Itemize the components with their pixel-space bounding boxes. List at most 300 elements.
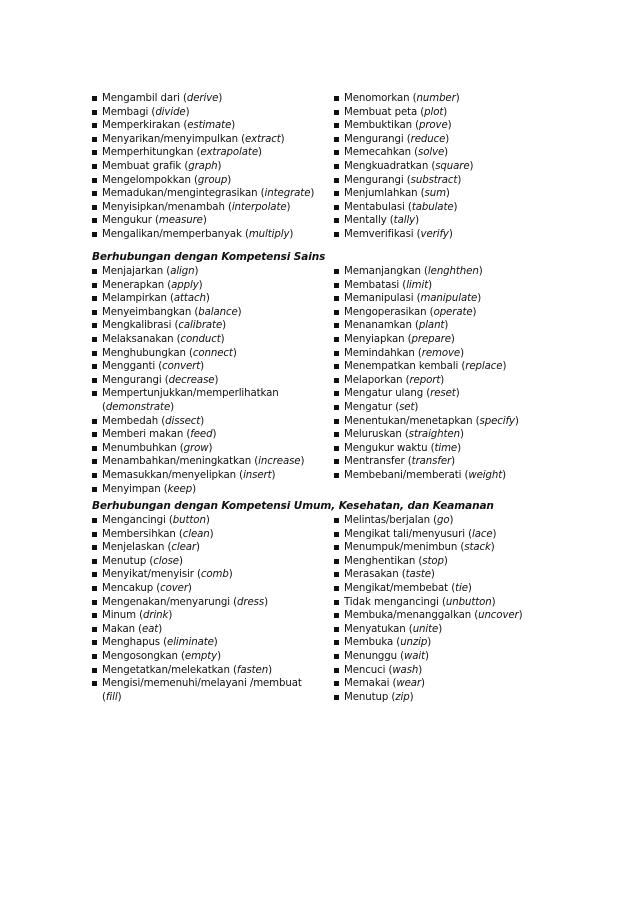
list-item: Menyiapkan (prepare)	[334, 333, 574, 347]
list-item: Mentabulasi (tabulate)	[334, 201, 574, 215]
square-bullet-icon	[334, 668, 339, 673]
list-item: Mengurangi (decrease)	[92, 374, 332, 388]
square-bullet-icon	[92, 654, 97, 659]
item-text: Mengisi/memenuhi/melayani /membuat	[102, 678, 302, 690]
square-bullet-icon	[92, 150, 97, 155]
english-term: solve	[418, 147, 445, 159]
square-bullet-icon	[92, 613, 97, 618]
list-right	[334, 265, 574, 483]
english-term: connect	[192, 347, 233, 359]
square-bullet-icon	[92, 559, 97, 564]
list-item: Menunggu (wait)	[334, 650, 574, 664]
list-item: Membuka/menanggalkan (uncover)	[334, 609, 574, 623]
english-term: demonstrate	[105, 401, 171, 413]
english-term: derive	[186, 93, 219, 104]
english-term: grow	[183, 442, 209, 454]
english-term: extrapolate	[200, 147, 258, 159]
square-bullet-icon	[334, 310, 339, 315]
square-bullet-icon	[334, 137, 339, 142]
square-bullet-icon	[92, 191, 97, 196]
english-term: stop	[422, 555, 444, 567]
english-term: go	[437, 515, 450, 526]
square-bullet-icon	[92, 668, 97, 673]
item-text: Memanipulasi	[344, 293, 414, 305]
list-item: Memasukkan/menyelipkan (insert)	[92, 469, 332, 483]
square-bullet-icon	[334, 627, 339, 632]
item-text: Memperkirakan	[102, 120, 181, 132]
item-text: Melaksanakan	[102, 333, 174, 345]
item-text: Minum	[102, 610, 136, 622]
item-text: Menambahkan/meningkatkan	[102, 456, 252, 468]
square-bullet-icon	[92, 218, 97, 223]
english-term: taste	[405, 569, 431, 581]
english-term: stack	[464, 542, 491, 554]
item-text: Tidak mengancingi	[344, 596, 439, 608]
list-item: Mengikat/membebat (tie)	[334, 582, 574, 596]
english-term: divide	[155, 106, 186, 118]
square-bullet-icon	[334, 96, 339, 101]
square-bullet-icon	[334, 586, 339, 591]
list-item: Membatasi (limit)	[334, 279, 574, 293]
square-bullet-icon	[92, 164, 97, 169]
item-text: Membagi	[102, 106, 149, 118]
item-text: Merasakan	[344, 569, 399, 581]
english-term: tabulate	[411, 201, 454, 213]
list-item: Membuat peta (plot)	[334, 106, 574, 120]
list-item: Menyatukan (unite)	[334, 623, 574, 637]
list-item: Menyimpan (keep)	[92, 483, 332, 497]
square-bullet-icon	[92, 627, 97, 632]
list-item: Menghubungkan (connect)	[92, 347, 332, 361]
list-item: Melaporkan (report)	[334, 374, 574, 388]
item-text: Menghapus	[102, 637, 161, 649]
list-item: Menomorkan (number)	[334, 92, 574, 106]
item-text: Mengukur waktu	[344, 442, 428, 454]
english-term: plant	[418, 320, 445, 332]
square-bullet-icon	[334, 178, 339, 183]
list-item: Melampirkan (attach)	[92, 292, 332, 306]
list-item: Membersihkan (clean)	[92, 528, 332, 542]
english-term: weight	[468, 469, 503, 481]
list-item: Mengosongkan (empty)	[92, 650, 332, 664]
list-item: Mengalikan/memperbanyak (multiply)	[92, 228, 332, 242]
english-term: lenghthen	[427, 266, 479, 277]
list-item: Mengelompokkan (group)	[92, 174, 332, 188]
english-term: fill	[105, 691, 118, 703]
item-text: Mengurangi	[344, 133, 404, 145]
square-bullet-icon	[334, 600, 339, 605]
square-bullet-icon	[334, 123, 339, 128]
list-item: Minum (drink)	[92, 609, 332, 623]
square-bullet-icon	[92, 296, 97, 301]
english-term: fasten	[236, 664, 269, 676]
square-bullet-icon	[334, 283, 339, 288]
square-bullet-icon	[334, 405, 339, 410]
english-term: button	[172, 515, 206, 526]
list-item: Memverifikasi (verify)	[334, 228, 574, 242]
list-item: Memanjangkan (lenghthen)	[334, 265, 574, 279]
square-bullet-icon	[334, 351, 339, 356]
english-term: prove	[418, 120, 448, 132]
list-item: Merasakan (taste)	[334, 568, 574, 582]
item-text: Melaporkan	[344, 374, 403, 386]
list-right	[334, 514, 574, 704]
item-text: Mengikat/membebat	[344, 582, 449, 594]
continuation-line: (demonstrate)	[102, 401, 174, 413]
item-text: Mengkalibrasi	[102, 320, 172, 332]
square-bullet-icon	[334, 572, 339, 577]
square-bullet-icon	[92, 351, 97, 356]
english-term: convert	[162, 361, 201, 373]
item-text: Membatasi	[344, 279, 400, 291]
list-item: Menjajarkan (align)	[92, 265, 332, 279]
list-item: Mengganti (convert)	[92, 360, 332, 374]
english-term: uncover	[478, 610, 519, 622]
list-item: Membuat grafik (graph)	[92, 160, 332, 174]
square-bullet-icon	[334, 459, 339, 464]
item-text: Menumbuhkan	[102, 442, 177, 454]
square-bullet-icon	[334, 150, 339, 155]
square-bullet-icon	[92, 232, 97, 237]
list-item: Mentransfer (transfer)	[334, 455, 574, 469]
english-term: tally	[393, 215, 416, 227]
square-bullet-icon	[334, 269, 339, 274]
list-item: Melintas/berjalan (go)	[334, 514, 574, 528]
english-term: replace	[465, 361, 503, 373]
english-term: empty	[184, 650, 218, 662]
square-bullet-icon	[92, 446, 97, 451]
list-item: Membedah (dissect)	[92, 415, 332, 429]
square-bullet-icon	[334, 419, 339, 424]
english-term: eat	[141, 623, 159, 635]
square-bullet-icon	[92, 532, 97, 537]
english-term: measure	[158, 215, 203, 227]
list-item: Menumbuhkan (grow)	[92, 442, 332, 456]
english-term: insert	[243, 469, 272, 481]
square-bullet-icon	[334, 446, 339, 451]
square-bullet-icon	[92, 391, 97, 396]
square-bullet-icon	[92, 640, 97, 645]
item-text: Mencakup	[102, 582, 154, 594]
square-bullet-icon	[92, 459, 97, 464]
english-term: unbutton	[445, 596, 492, 608]
english-term: reduce	[410, 133, 446, 145]
list-item: Memadukan/mengintegrasikan (integrate)	[92, 187, 332, 201]
square-bullet-icon	[92, 283, 97, 288]
square-bullet-icon	[334, 559, 339, 564]
item-text: Menempatkan kembali	[344, 361, 459, 373]
english-term: drink	[142, 610, 169, 622]
item-text: Memindahkan	[344, 347, 415, 359]
item-text: Menanamkan	[344, 320, 412, 332]
item-text: Mengambil dari	[102, 93, 180, 104]
item-text: Memanjangkan	[344, 266, 421, 277]
english-term: limit	[406, 279, 429, 291]
square-bullet-icon	[334, 518, 339, 523]
english-term: manipulate	[420, 293, 478, 305]
list-item	[92, 677, 332, 704]
list-item: Mencakup (cover)	[92, 582, 332, 596]
square-bullet-icon	[334, 164, 339, 169]
square-bullet-icon	[334, 232, 339, 237]
english-term: clear	[171, 542, 196, 554]
item-text: Mentabulasi	[344, 201, 405, 213]
english-term: lace	[471, 528, 493, 540]
list-item: Menumpuk/menimbun (stack)	[334, 541, 574, 555]
list-item: Mengenakan/menyarungi (dress)	[92, 596, 332, 610]
item-text: Mengganti	[102, 361, 156, 373]
square-bullet-icon	[334, 545, 339, 550]
item-text: Menghentikan	[344, 555, 416, 567]
item-text: Mengatur	[344, 401, 393, 413]
section-heading: Berhubungan dengan Kompetensi Sains	[92, 251, 326, 263]
list-item: Membuka (unzip)	[334, 636, 574, 650]
list-left	[92, 265, 332, 496]
list-item: Menentukan/menetapkan (specify)	[334, 415, 574, 429]
list-item: Mengkalibrasi (calibrate)	[92, 319, 332, 333]
list-item: Mengoperasikan (operate)	[334, 306, 574, 320]
item-text: Menyarikan/menyimpulkan	[102, 133, 242, 145]
item-text: Mengalikan/memperbanyak	[102, 228, 242, 240]
english-term: reset	[430, 388, 456, 400]
item-text: Mencuci	[344, 664, 386, 676]
item-text: Mengurangi	[344, 174, 404, 186]
item-text: Meluruskan	[344, 429, 402, 441]
square-bullet-icon	[92, 110, 97, 115]
item-text: Membuat grafik	[102, 160, 182, 172]
english-term: balance	[198, 306, 238, 318]
item-text: Makan	[102, 623, 135, 635]
square-bullet-icon	[334, 391, 339, 396]
list-item: Mengukur (measure)	[92, 214, 332, 228]
list-item: Menyarikan/menyimpulkan (extract)	[92, 133, 332, 147]
square-bullet-icon	[92, 473, 97, 478]
english-term: transfer	[411, 456, 452, 468]
english-term: operate	[433, 306, 473, 318]
list-item	[92, 387, 332, 414]
item-text: Membuktikan	[344, 120, 412, 132]
list-left	[92, 92, 332, 242]
item-text: Menghubungkan	[102, 347, 186, 359]
list-item: Meluruskan (straighten)	[334, 428, 574, 442]
english-term: align	[170, 266, 195, 277]
square-bullet-icon	[92, 137, 97, 142]
list-item: Mengukur waktu (time)	[334, 442, 574, 456]
item-text: Menutup	[102, 555, 147, 567]
english-term: increase	[258, 456, 301, 468]
english-term: number	[416, 93, 456, 104]
item-text: Mengosongkan	[102, 650, 178, 662]
list-item: Memindahkan (remove)	[334, 347, 574, 361]
english-term: set	[399, 401, 415, 413]
english-term: group	[197, 174, 228, 186]
list-item: Menyeimbangkan (balance)	[92, 306, 332, 320]
list-item: Memperhitungkan (extrapolate)	[92, 146, 332, 160]
square-bullet-icon	[334, 532, 339, 537]
square-bullet-icon	[92, 518, 97, 523]
english-term: tie	[455, 582, 468, 594]
english-term: clean	[182, 528, 210, 540]
item-text: Memberi makan	[102, 429, 184, 441]
english-term: report	[409, 374, 441, 386]
square-bullet-icon	[92, 269, 97, 274]
english-term: straighten	[408, 429, 460, 441]
item-text: Menyeimbangkan	[102, 306, 192, 318]
square-bullet-icon	[92, 545, 97, 550]
square-bullet-icon	[334, 218, 339, 223]
list-item: Menyisipkan/menambah (interpolate)	[92, 201, 332, 215]
square-bullet-icon	[334, 695, 339, 700]
list-item: Melaksanakan (conduct)	[92, 333, 332, 347]
square-bullet-icon	[92, 205, 97, 210]
english-term: decrease	[168, 374, 215, 386]
item-text: Mengenakan/menyarungi	[102, 596, 231, 608]
item-text: Mengukur	[102, 215, 152, 227]
item-text: Memverifikasi	[344, 228, 414, 240]
english-term: substract	[410, 174, 458, 186]
english-term: prepare	[411, 333, 451, 345]
square-bullet-icon	[92, 600, 97, 605]
item-text: Melampirkan	[102, 293, 167, 305]
list-item: Mengatur (set)	[334, 401, 574, 415]
english-term: verify	[420, 228, 449, 240]
square-bullet-icon	[334, 613, 339, 618]
english-term: wear	[396, 678, 421, 690]
list-item: Menghentikan (stop)	[334, 555, 574, 569]
item-text: Menyisipkan/menambah	[102, 201, 225, 213]
english-term: multiply	[248, 228, 290, 240]
square-bullet-icon	[334, 378, 339, 383]
square-bullet-icon	[334, 205, 339, 210]
square-bullet-icon	[92, 96, 97, 101]
item-text: Mengetatkan/melekatkan	[102, 664, 230, 676]
item-text: Menjajarkan	[102, 266, 164, 277]
square-bullet-icon	[92, 337, 97, 342]
english-term: wait	[404, 650, 426, 662]
square-bullet-icon	[334, 296, 339, 301]
item-text: Menumpuk/menimbun	[344, 542, 458, 554]
english-term: comb	[200, 569, 229, 581]
english-term: calibrate	[178, 320, 223, 332]
square-bullet-icon	[334, 191, 339, 196]
list-item: Memecahkan (solve)	[334, 146, 574, 160]
list-item: Mencuci (wash)	[334, 664, 574, 678]
english-term: apply	[171, 279, 199, 291]
list-item: Menerapkan (apply)	[92, 279, 332, 293]
item-text: Menyatukan	[344, 623, 406, 635]
item-text: Menomorkan	[344, 93, 410, 104]
square-bullet-icon	[334, 337, 339, 342]
list-item: Mengatur ulang (reset)	[334, 387, 574, 401]
english-term: time	[434, 442, 458, 454]
item-text: Menutup	[344, 691, 389, 703]
square-bullet-icon	[92, 487, 97, 492]
list-item: Memberi makan (feed)	[92, 428, 332, 442]
english-term: sum	[424, 188, 446, 200]
list-item: Menempatkan kembali (replace)	[334, 360, 574, 374]
english-term: keep	[167, 483, 193, 495]
square-bullet-icon	[334, 654, 339, 659]
english-term: unzip	[400, 637, 428, 649]
english-term: conduct	[180, 333, 221, 345]
list-item: Tidak mengancingi (unbutton)	[334, 596, 574, 610]
list-item: Memakai (wear)	[334, 677, 574, 691]
list-item: Menutup (close)	[92, 555, 332, 569]
item-text: Membersihkan	[102, 528, 176, 540]
english-term: unite	[412, 623, 439, 635]
english-term: interpolate	[231, 201, 287, 213]
square-bullet-icon	[92, 364, 97, 369]
item-text: Membuat peta	[344, 106, 418, 118]
square-bullet-icon	[334, 110, 339, 115]
item-text: Melintas/berjalan	[344, 515, 430, 526]
english-term: dress	[237, 596, 265, 608]
square-bullet-icon	[334, 432, 339, 437]
square-bullet-icon	[92, 123, 97, 128]
square-bullet-icon	[334, 364, 339, 369]
english-term: graph	[188, 160, 218, 172]
english-term: remove	[421, 347, 461, 359]
list-item: Menanamkan (plant)	[334, 319, 574, 333]
list-item: Menyikat/menyisir (comb)	[92, 568, 332, 582]
list-item: Menjelaskan (clear)	[92, 541, 332, 555]
list-item: Menghapus (eliminate)	[92, 636, 332, 650]
list-item: Membuktikan (prove)	[334, 119, 574, 133]
item-text: Memadukan/mengintegrasikan	[102, 188, 258, 200]
item-text: Menentukan/menetapkan	[344, 415, 473, 427]
list-item: Mengancingi (button)	[92, 514, 332, 528]
list-item: Membagi (divide)	[92, 106, 332, 120]
item-text: Mengikat tali/menyusuri	[344, 528, 465, 540]
item-text: Menjelaskan	[102, 542, 165, 554]
item-text: Memasukkan/menyelipkan	[102, 469, 237, 481]
english-term: cover	[160, 582, 188, 594]
item-text: Mentransfer	[344, 456, 405, 468]
square-bullet-icon	[92, 310, 97, 315]
square-bullet-icon	[334, 473, 339, 478]
square-bullet-icon	[92, 586, 97, 591]
square-bullet-icon	[92, 572, 97, 577]
item-text: Menyimpan	[102, 483, 161, 495]
square-bullet-icon	[334, 323, 339, 328]
item-text: Menunggu	[344, 650, 398, 662]
list-item: Mengambil dari (derive)	[92, 92, 332, 106]
list-item: Mengikat tali/menyusuri (lace)	[334, 528, 574, 542]
square-bullet-icon	[92, 323, 97, 328]
item-text: Memecahkan	[344, 147, 411, 159]
english-term: close	[153, 555, 179, 567]
english-term: wash	[392, 664, 419, 676]
item-text: Memperhitungkan	[102, 147, 194, 159]
item-text: Mengelompokkan	[102, 174, 191, 186]
square-bullet-icon	[92, 432, 97, 437]
item-text: Mempertunjukkan/memperlihatkan	[102, 388, 279, 400]
list-item: Menjumlahkan (sum)	[334, 187, 574, 201]
item-text: Mengoperasikan	[344, 306, 427, 318]
item-text: Menerapkan	[102, 279, 165, 291]
square-bullet-icon	[92, 681, 97, 686]
list-item: Makan (eat)	[92, 623, 332, 637]
english-term: dissect	[165, 415, 201, 427]
english-term: zip	[395, 691, 410, 703]
list-item: Menambahkan/meningkatkan (increase)	[92, 455, 332, 469]
list-item: Mentally (tally)	[334, 214, 574, 228]
english-term: extract	[244, 133, 281, 145]
english-term: plot	[424, 106, 444, 118]
list-left	[92, 514, 332, 704]
english-term: integrate	[264, 188, 311, 200]
list-item: Mengurangi (substract)	[334, 174, 574, 188]
